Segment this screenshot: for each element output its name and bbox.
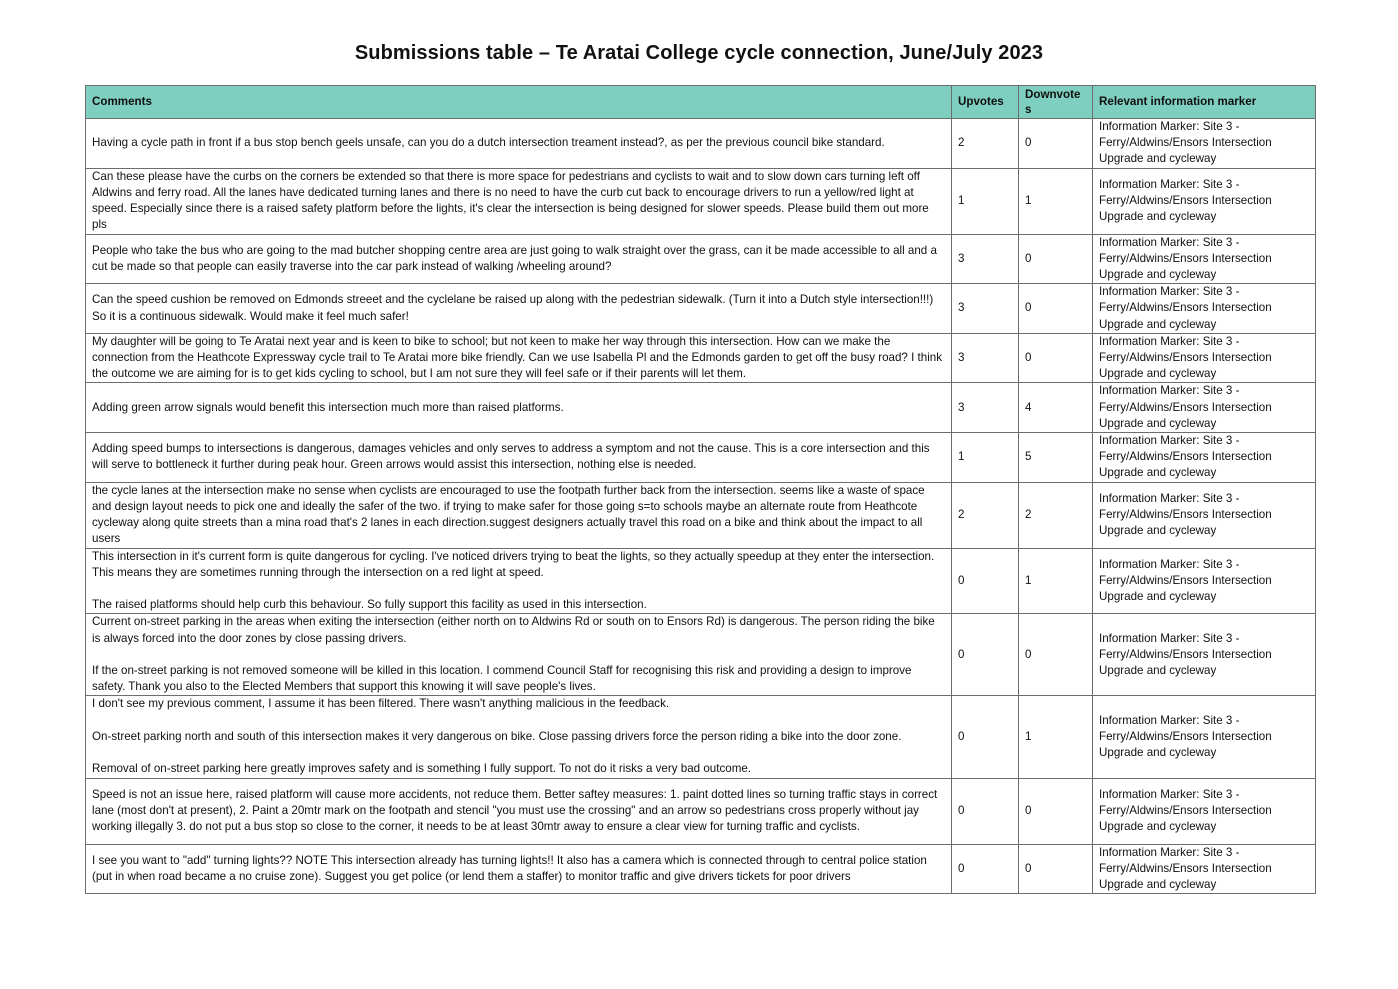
- comment-cell: Can the speed cushion be removed on Edmonds streeet and the cyclelane be raised up along with the pedestrian sidewalk. (Turn it into a Dutch style intersection!!!) So it is a continuous sidewalk. Would make it feel much safer!: [86, 284, 952, 334]
- comment-cell: Adding speed bumps to intersections is dangerous, damages vehicles and only serves to address a symptom and not the cause. This is a core intersection and this will serve to bottleneck it further during peak hour. Green arrows would assist this intersection, nothing else is needed.: [86, 433, 952, 483]
- upvotes-cell: 0: [952, 778, 1019, 844]
- marker-cell: Information Marker: Site 3 - Ferry/Aldwins/Ensors Intersection Upgrade and cycleway: [1093, 548, 1316, 614]
- table-row: [86, 482, 1316, 548]
- upvotes-cell: 0: [952, 696, 1019, 778]
- upvotes-cell: 2: [952, 119, 1019, 169]
- downvotes-cell: 5: [1019, 433, 1093, 483]
- downvotes-cell: 4: [1019, 383, 1093, 433]
- comment-cell: Current on-street parking in the areas when exiting the intersection (either north on to Aldwins Rd or south on to Ensors Rd) is dangerous. The person riding the bike is always forced into the door zones by close passing drivers. If the on-street parking is not removed someone will be killed in this location. I commend Council Staff for recognising this risk and providing a design to improve safety. Thank you also to the Elected Members that support this knowing it will save people's lives.: [86, 614, 952, 696]
- table-row: [86, 433, 1316, 483]
- upvotes-cell: 3: [952, 383, 1019, 433]
- table-row: [86, 119, 1316, 169]
- upvotes-cell: 1: [952, 433, 1019, 483]
- table-row: [86, 168, 1316, 234]
- downvotes-cell: 0: [1019, 844, 1093, 894]
- table-row: [86, 696, 1316, 778]
- upvotes-cell: 1: [952, 168, 1019, 234]
- comment-cell: Can these please have the curbs on the corners be extended so that there is more space for pedestrians and cyclists to wait and to slow down cars turning left off Aldwins and ferry road. All the lanes have dedicated turning lanes and there is no need to have the curb cut back to encourage drivers to run a yellow/red light at speed. Especially since there is a raised safety platform before the lights, it's clear the intersection is being designed for slower speeds. Please build them out more pls: [86, 168, 952, 234]
- comment-cell: My daughter will be going to Te Aratai next year and is keen to bike to school; but not keen to make her way through this intersection. How can we make the connection from the Heathcote Expressway cycle trail to Te Aratai more bike friendly. Can we use Isabella Pl and the Edmonds garden to get off the busy road? I think the outcome we are aiming for is to get kids cycling to school, but I am not sure they will feel safe or if their parents will let them.: [86, 333, 952, 383]
- marker-cell: Information Marker: Site 3 - Ferry/Aldwins/Ensors Intersection Upgrade and cycleway: [1093, 696, 1316, 778]
- downvotes-cell: 0: [1019, 778, 1093, 844]
- page-title: Submissions table – Te Aratai College cycle connection, June/July 2023: [354, 42, 1044, 64]
- table-row: [86, 548, 1316, 614]
- marker-cell: Information Marker: Site 3 - Ferry/Aldwins/Ensors Intersection Upgrade and cycleway: [1093, 333, 1316, 383]
- header-upvotes: Upvotes: [952, 86, 1019, 119]
- upvotes-cell: 2: [952, 482, 1019, 548]
- header-comments: Comments: [86, 86, 952, 119]
- downvotes-cell: 0: [1019, 284, 1093, 334]
- table-row: [86, 614, 1316, 696]
- marker-cell: Information Marker: Site 3 - Ferry/Aldwins/Ensors Intersection Upgrade and cycleway: [1093, 778, 1316, 844]
- downvotes-cell: 1: [1019, 696, 1093, 778]
- upvotes-cell: 0: [952, 844, 1019, 894]
- comment-cell: Speed is not an issue here, raised platform will cause more accidents, not reduce them. Better saftey measures: 1. paint dotted lines so turning traffic stays in correct lane (most don't at present), 2. Paint a 20mtr mark on the footpath and stencil "you must use the crossing" and an arrow so pedestrians cross properly without jay working illegally 3. do not put a bus stop so close to the corner, it needs to be at least 30mtr away to ensure a clear view for turning traffic and cyclists.: [86, 778, 952, 844]
- table-row: [86, 383, 1316, 433]
- downvotes-cell: 0: [1019, 234, 1093, 284]
- downvotes-cell: 2: [1019, 482, 1093, 548]
- table-row: [86, 778, 1316, 844]
- marker-cell: Information Marker: Site 3 - Ferry/Aldwins/Ensors Intersection Upgrade and cycleway: [1093, 433, 1316, 483]
- marker-cell: Information Marker: Site 3 - Ferry/Aldwins/Ensors Intersection Upgrade and cycleway: [1093, 234, 1316, 284]
- marker-cell: Information Marker: Site 3 - Ferry/Aldwins/Ensors Intersection Upgrade and cycleway: [1093, 119, 1316, 169]
- marker-cell: Information Marker: Site 3 - Ferry/Aldwins/Ensors Intersection Upgrade and cycleway: [1093, 482, 1316, 548]
- marker-cell: Information Marker: Site 3 - Ferry/Aldwins/Ensors Intersection Upgrade and cycleway: [1093, 168, 1316, 234]
- upvotes-cell: 0: [952, 548, 1019, 614]
- comment-cell: People who take the bus who are going to the mad butcher shopping centre area are just going to walk straight over the grass, can it be made accessible to all and a cut be made so that people can easily traverse into the car park instead of walking /wheeling around?: [86, 234, 952, 284]
- table-row: [86, 844, 1316, 894]
- header-downvotes: Downvote s: [1019, 86, 1093, 119]
- table-row: [86, 333, 1316, 383]
- table-row: [86, 284, 1316, 334]
- comment-cell: I see you want to "add" turning lights?? NOTE This intersection already has turning lights!! It also has a camera which is connected through to central police station (put in when road became a no cruise zone). Suggest you get police (or lend them a staffer) to monitor traffic and give drivers tickets for poor drivers: [86, 844, 952, 894]
- comment-cell: This intersection in it's current form is quite dangerous for cycling. I've noticed drivers trying to beat the lights, so they actually speedup at they enter the intersection. This means they are sometimes running through the intersection on a red light at speed. The raised platforms should help curb this behaviour. So fully support this facility as used in this intersection.: [86, 548, 952, 614]
- upvotes-cell: 3: [952, 234, 1019, 284]
- marker-cell: Information Marker: Site 3 - Ferry/Aldwins/Ensors Intersection Upgrade and cycleway: [1093, 284, 1316, 334]
- upvotes-cell: 0: [952, 614, 1019, 696]
- upvotes-cell: 3: [952, 284, 1019, 334]
- downvotes-cell: 1: [1019, 548, 1093, 614]
- marker-cell: Information Marker: Site 3 - Ferry/Aldwins/Ensors Intersection Upgrade and cycleway: [1093, 844, 1316, 894]
- comment-cell: Having a cycle path in front if a bus stop bench geels unsafe, can you do a dutch intersection treament instead?, as per the previous council bike standard.: [86, 119, 952, 169]
- downvotes-cell: 0: [1019, 614, 1093, 696]
- downvotes-cell: 0: [1019, 333, 1093, 383]
- comment-cell: the cycle lanes at the intersection make no sense when cyclists are encouraged to use the footpath further back from the intersection. seems like a waste of space and design layout needs to pick one and ideally the safer of the two. if trying to make safer for those going s=to schools maybe an alternate route from Heathcote cycleway along quite streets than a mina road that's 2 lanes in each direction.suggest designers actually travel this road on a bike and think about the impact to all users: [86, 482, 952, 548]
- submissions-table: [85, 85, 1316, 894]
- downvotes-cell: 1: [1019, 168, 1093, 234]
- table-header-row: [86, 86, 1316, 119]
- marker-cell: Information Marker: Site 3 - Ferry/Aldwins/Ensors Intersection Upgrade and cycleway: [1093, 614, 1316, 696]
- upvotes-cell: 3: [952, 333, 1019, 383]
- downvotes-cell: 0: [1019, 119, 1093, 169]
- table-row: [86, 234, 1316, 284]
- comment-cell: I don't see my previous comment, I assume it has been filtered. There wasn't anything malicious in the feedback. On-street parking north and south of this intersection makes it very dangerous on bike. Close passing drivers force the person riding a bike into the door zone. Removal of on-street parking here greatly improves safety and is something I fully support. To not do it risks a very bad outcome.: [86, 696, 952, 778]
- header-marker: Relevant information marker: [1093, 86, 1316, 119]
- comment-cell: Adding green arrow signals would benefit this intersection much more than raised platforms.: [86, 383, 952, 433]
- marker-cell: Information Marker: Site 3 - Ferry/Aldwins/Ensors Intersection Upgrade and cycleway: [1093, 383, 1316, 433]
